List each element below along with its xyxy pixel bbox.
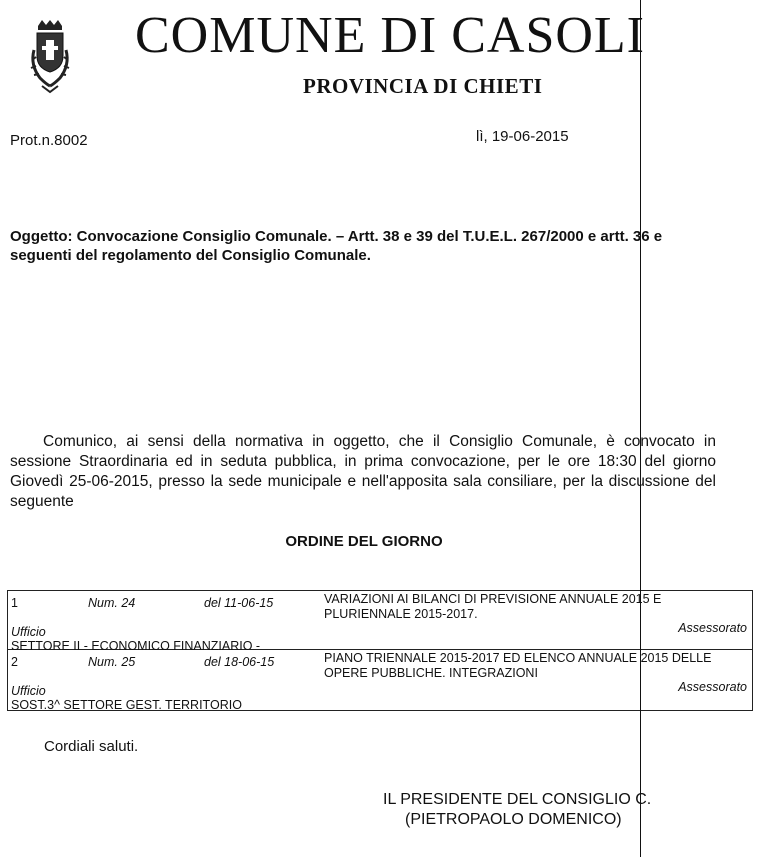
municipal-coat-of-arms-icon [28,20,72,98]
agenda-item-object: VARIAZIONI AI BILANCI DI PREVISIONE ANNUALE 2015 E PLURIENNALE 2015-2017. [324,592,662,621]
body-paragraph: Comunico, ai sensi della normativa in oggetto, che il Consiglio Comunale, è convocato in sessione Straordinaria ed in seduta pubblica, in prima convocazione, per le ore 18:30 del giorno Giovedì 25-06-2015, presso la sede municipale e nell'apposita sala consiliare, per la discussione del seguente [10,433,716,510]
agenda-item-office [11,684,261,712]
agenda-item-index: 1 [11,596,18,610]
agenda-item-index: 2 [11,655,18,669]
office-label: Ufficio [11,625,46,639]
page-subtitle: PROVINCIA DI CHIETI [303,74,543,98]
agenda-item-num: Num. 25 [88,655,136,669]
agenda-item-num: Num. 24 [88,596,136,610]
agenda-item-proposer: Assessorato [678,680,747,694]
page-title: COMUNE DI CASOLI [135,7,645,64]
agenda-item-object: PIANO TRIENNALE 2015-2017 ED ELENCO ANNUALE 2015 DELLE OPERE PUBBLICHE. INTEGRAZIONI [324,651,712,680]
signatory-role: IL PRESIDENTE DEL CONSIGLIO C. [383,791,652,808]
agenda-row [7,590,753,653]
agenda-table [7,590,753,711]
scan-fold-line [640,0,641,857]
agenda-item-office [11,625,261,653]
agenda-item-proposer: Assessorato [678,621,747,635]
subject-line: Oggetto: Convocazione Consiglio Comunale. – Artt. 38 e 39 del T.U.E.L. 267/2000 e artt. 36 e seguenti del regolamento del Consiglio Comunale. [10,228,663,264]
office-label: Ufficio [11,684,46,698]
protocol-number: Prot.n.8002 [10,132,88,149]
signatory-name: (PIETROPAOLO DOMENICO) [405,811,622,828]
agenda-item-date: del 18-06-15 [204,655,275,669]
office-value: SETTORE II - ECONOMICO FINANZIARIO - [11,639,261,653]
closing-greeting: Cordiali saluti. [44,738,139,755]
agenda-heading: ORDINE DEL GIORNO [285,533,443,550]
document-date: lì, 19-06-2015 [476,128,569,145]
agenda-item-date: del 11-06-15 [204,596,274,610]
agenda-row [7,650,753,711]
office-value: SOST.3^ SETTORE GEST. TERRITORIO [11,698,242,712]
